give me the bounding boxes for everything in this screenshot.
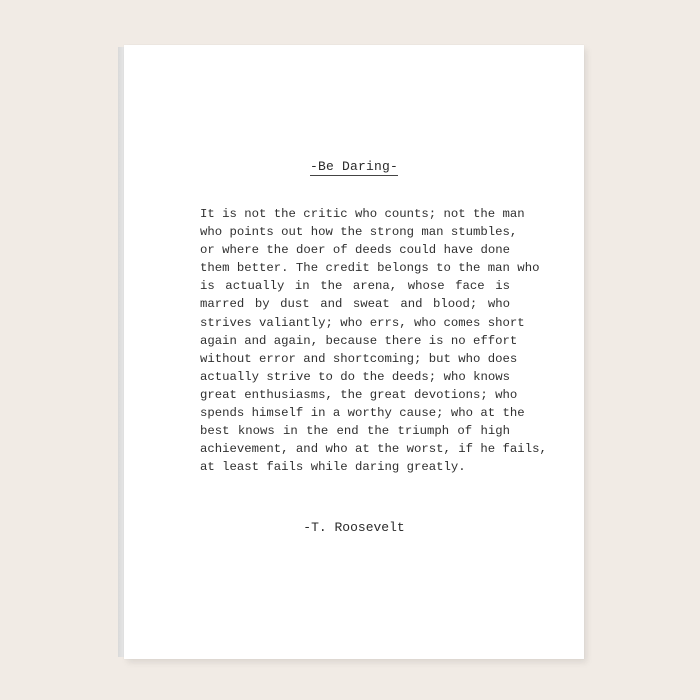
art-print xyxy=(118,45,584,659)
quote-line: great enthusiasms, the great devotions; who xyxy=(200,387,518,402)
quote-line: spends himself in a worthy cause; who at the xyxy=(200,406,525,421)
quote-line: them better. The credit belongs to the man who xyxy=(200,261,540,276)
quote-title xyxy=(124,159,584,174)
quote-body xyxy=(200,205,547,476)
quote-line: It is not the critic who counts; not the man xyxy=(200,207,525,221)
quote-line: without error and shortcoming; but who does xyxy=(200,351,518,366)
quote-line: best knows in the end the triumph of high xyxy=(200,424,510,439)
quote-line: marred by dust and sweat and blood; who xyxy=(200,297,510,312)
quote-line: strives valiantly; who errs, who comes short xyxy=(200,315,525,330)
quote-line: at least fails while daring greatly. xyxy=(200,460,466,475)
quote-line: who points out how the strong man stumbles, xyxy=(200,225,518,240)
quote-line: actually strive to do the deeds; who knows xyxy=(200,369,510,384)
quote-line: or where the doer of deeds could have done xyxy=(200,243,510,258)
quote-line: achievement, and who at the worst, if he fails, xyxy=(200,442,547,457)
print-paper xyxy=(124,45,584,659)
quote-title-text: -Be Daring- xyxy=(309,159,398,174)
quote-line: is actually in the arena, whose face is xyxy=(200,279,510,294)
quote-line: again and again, because there is no effort xyxy=(200,333,518,348)
quote-attribution: -T. Roosevelt xyxy=(303,520,405,535)
